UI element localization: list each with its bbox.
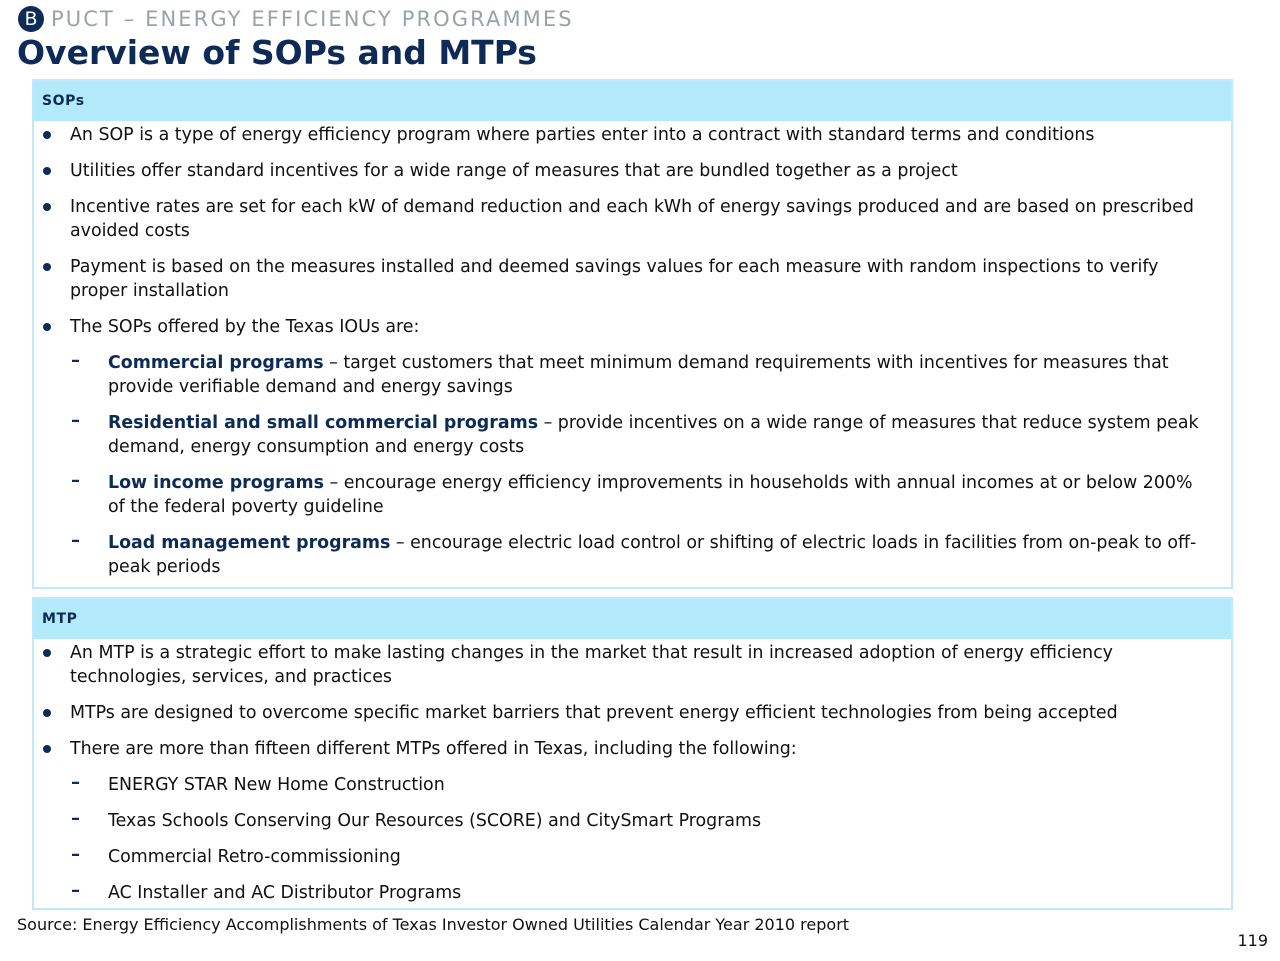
sop-program-description: – provide incentives on a wide range of measures that reduce system peak demand, energy consumption and energy costs bbox=[108, 413, 1199, 457]
mtp-bullet: An MTP is a strategic effort to make lasting changes in the market that result in increased adoption of energy efficiency technologies, services, and practices bbox=[34, 641, 1207, 689]
source-note: Source: Energy Efficiency Accomplishments of Texas Investor Owned Utilities Calendar Year 2010 report bbox=[17, 915, 850, 934]
sop-program-description: – encourage energy efficiency improvements in households with annual incomes at or below 200% of the federal poverty guideline bbox=[108, 473, 1193, 517]
sop-program-name: Load management programs bbox=[108, 533, 391, 553]
sops-panel-body bbox=[34, 121, 1231, 579]
section-kicker bbox=[18, 6, 574, 32]
sop-program-item bbox=[34, 531, 1207, 579]
sop-program-name: Low income programs bbox=[108, 473, 324, 493]
sops-panel bbox=[32, 79, 1233, 589]
sops-bullet: Payment is based on the measures installed and deemed savings values for each measure with random inspections to verify proper installation bbox=[34, 255, 1207, 303]
page-number: 119 bbox=[1237, 931, 1268, 950]
sops-bullet: The SOPs offered by the Texas IOUs are: bbox=[34, 315, 1207, 339]
mtp-panel bbox=[32, 597, 1233, 910]
sops-bullet: Incentive rates are set for each kW of demand reduction and each kWh of energy savings produced and are based on prescribed avoided costs bbox=[34, 195, 1207, 243]
mtp-bullet: MTPs are designed to overcome specific market barriers that prevent energy efficient technologies from being accepted bbox=[34, 701, 1207, 725]
page-title: Overview of SOPs and MTPs bbox=[17, 33, 537, 72]
section-letter-badge: B bbox=[18, 6, 44, 32]
sop-program-item bbox=[34, 351, 1207, 399]
sop-program-description: – target customers that meet minimum demand requirements with incentives for measures that provide verifiable demand and energy savings bbox=[108, 353, 1169, 397]
sops-bullet: An SOP is a type of energy efficiency program where parties enter into a contract with standard terms and conditions bbox=[34, 123, 1207, 147]
mtp-program-item: – Texas Schools Conserving Our Resources (SCORE) and CitySmart Programs bbox=[34, 809, 1207, 833]
section-kicker-text: PUCT – ENERGY EFFICIENCY PROGRAMMES bbox=[51, 7, 574, 31]
sop-program-item bbox=[34, 471, 1207, 519]
sops-bullet: Utilities offer standard incentives for a wide range of measures that are bundled together as a project bbox=[34, 159, 1207, 183]
mtp-program-item: – AC Installer and AC Distributor Programs bbox=[34, 881, 1207, 905]
sop-program-name: Commercial programs bbox=[108, 353, 324, 373]
sop-program-description: – encourage electric load control or shifting of electric loads in facilities from on-peak to off-peak periods bbox=[108, 533, 1197, 577]
mtp-bullet: There are more than fifteen different MTPs offered in Texas, including the following: bbox=[34, 737, 1207, 761]
sops-panel-heading: SOPs bbox=[34, 81, 1231, 121]
mtp-program-item: – ENERGY STAR New Home Construction bbox=[34, 773, 1207, 797]
mtp-program-item: – Commercial Retro-commissioning bbox=[34, 845, 1207, 869]
mtp-panel-heading: MTP bbox=[34, 599, 1231, 639]
sop-program-item bbox=[34, 411, 1207, 459]
mtp-panel-body bbox=[34, 639, 1231, 905]
sop-program-name: Residential and small commercial programs bbox=[108, 413, 539, 433]
